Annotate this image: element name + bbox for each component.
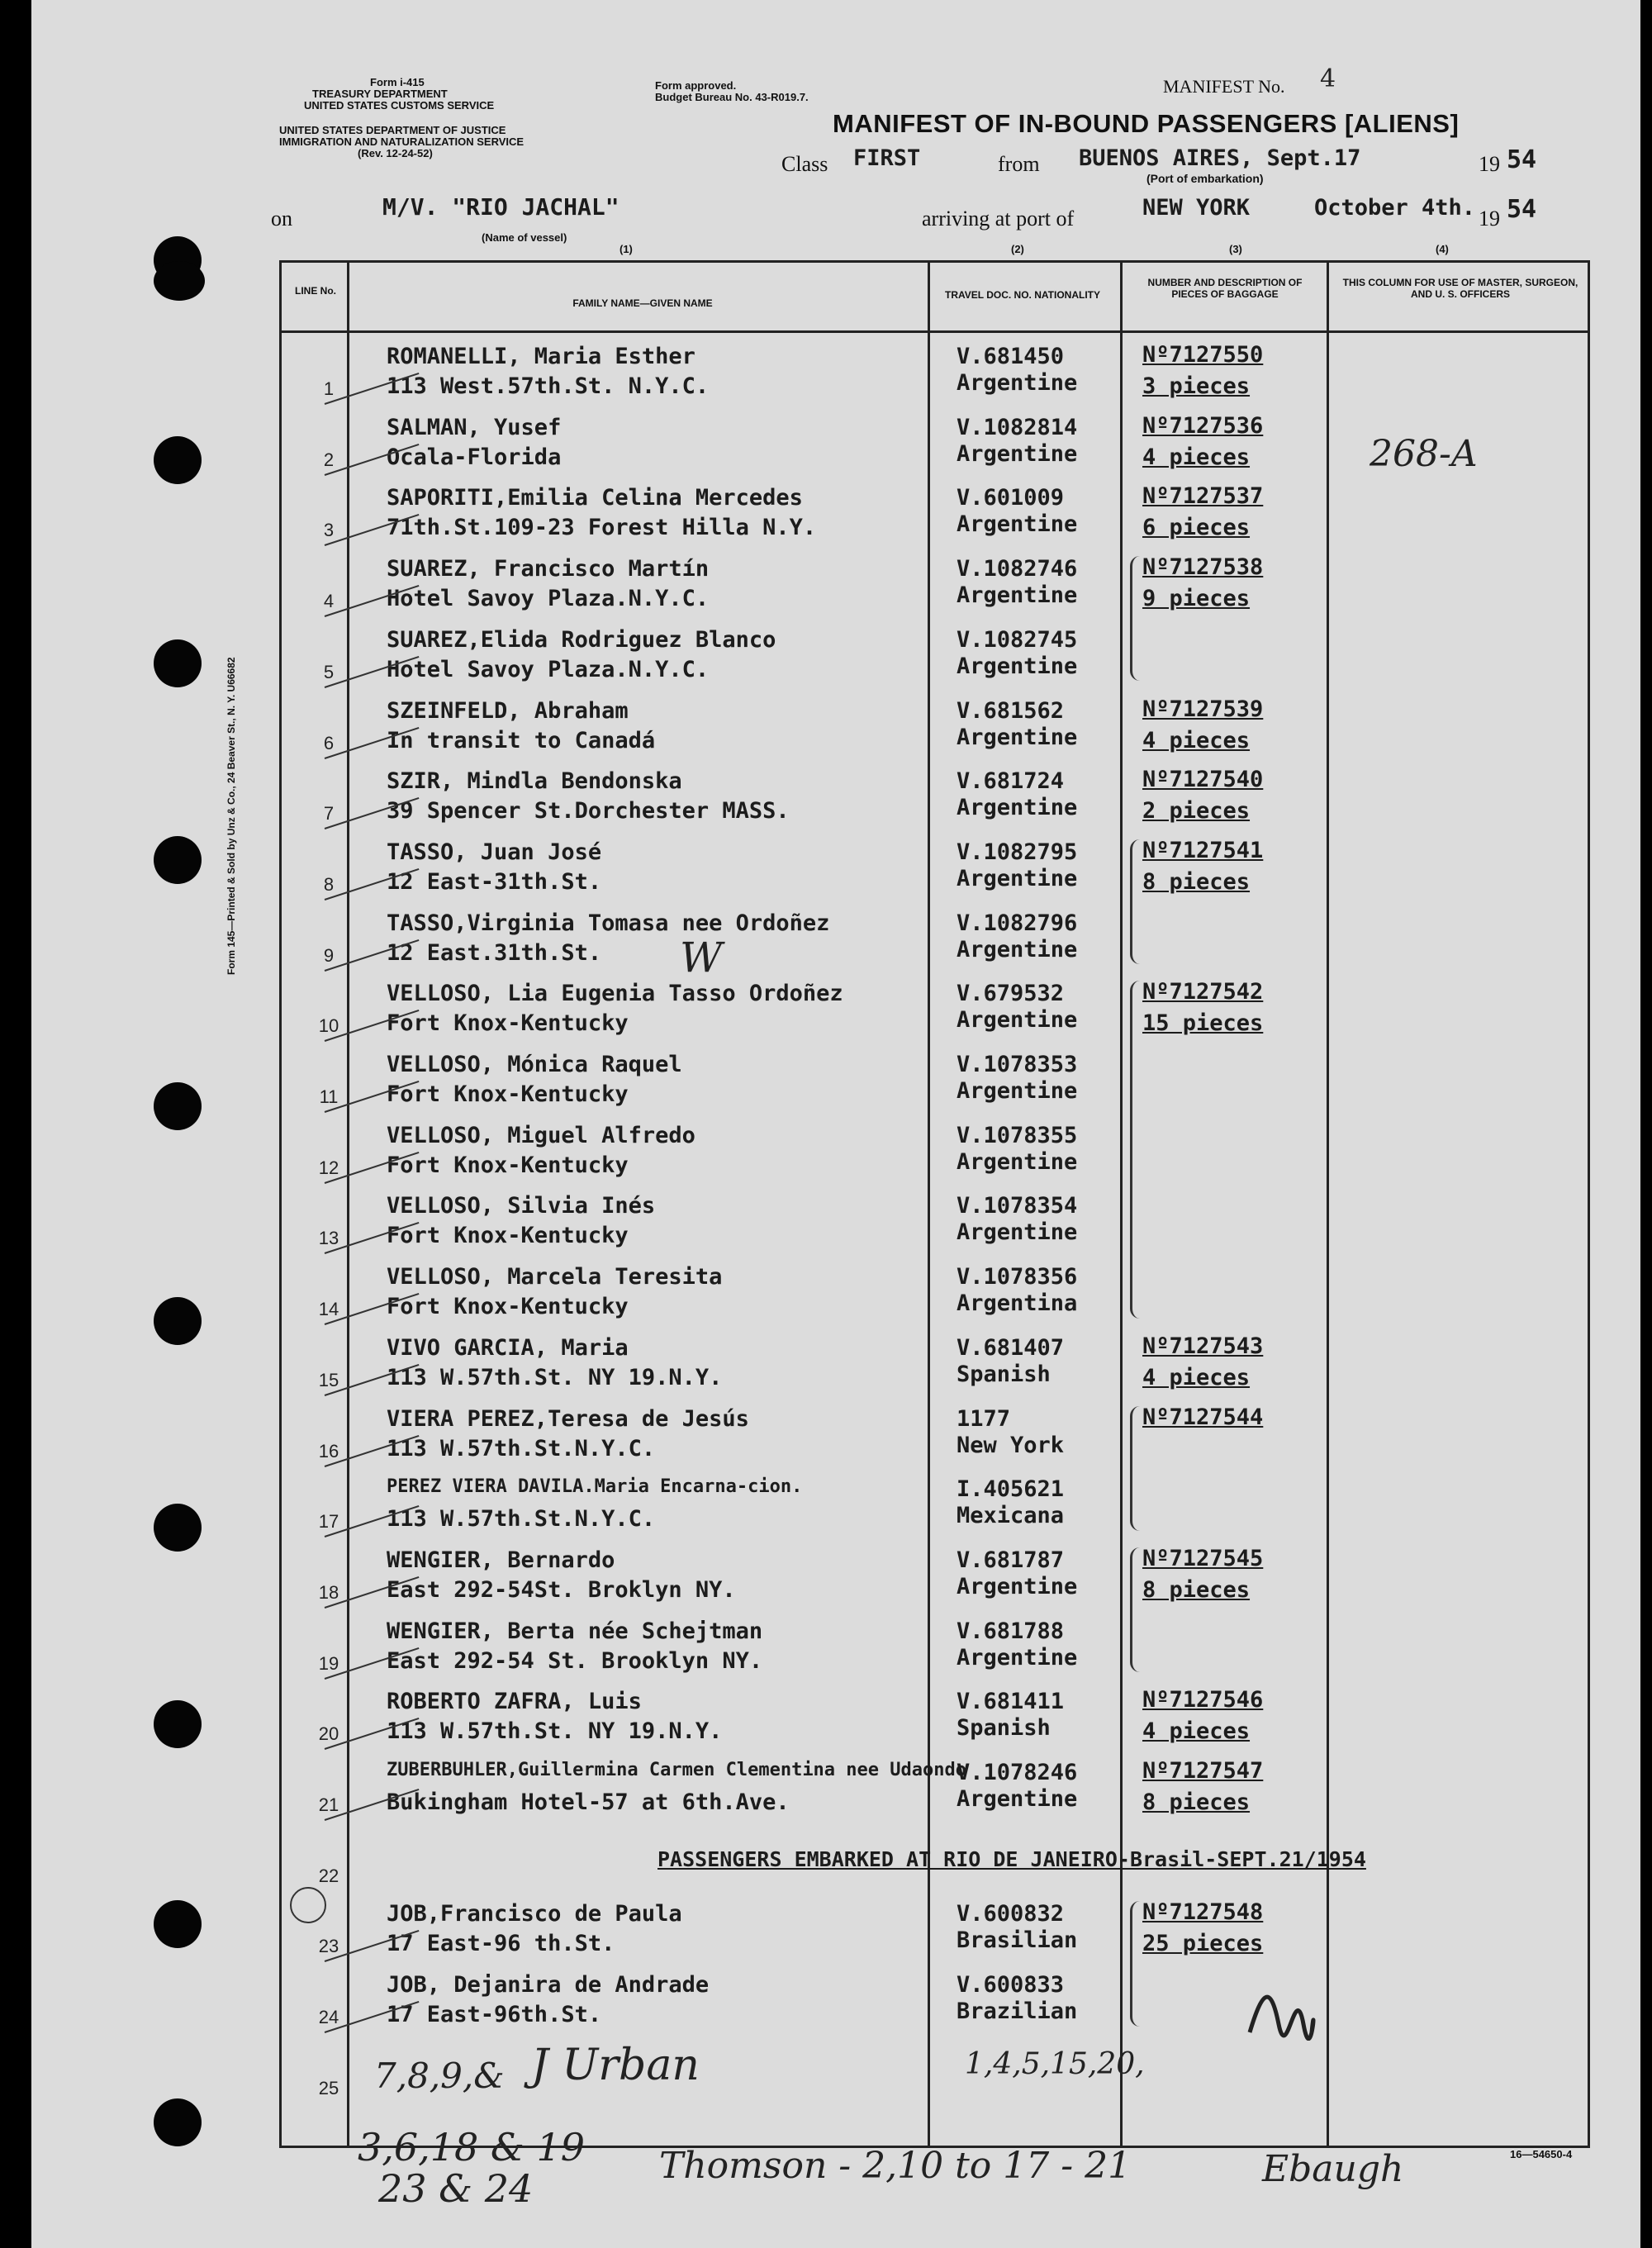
- col-num-2: (2): [1011, 243, 1024, 255]
- line-number: 10: [318, 1015, 339, 1037]
- line-number: 17: [318, 1511, 339, 1533]
- year-prefix-2: 19: [1479, 207, 1500, 231]
- travel-doc-number: V.681411: [957, 1689, 1065, 1715]
- table-row: [31, 1328, 1640, 1399]
- line-number: 19: [318, 1652, 339, 1674]
- passenger-name: WENGIER, Bernardo: [387, 1547, 615, 1573]
- table-row: [31, 1541, 1640, 1611]
- table-row: [31, 1257, 1640, 1328]
- table-row: [31, 1186, 1640, 1257]
- year-prefix-1: 19: [1479, 152, 1500, 176]
- line-number: 6: [323, 732, 335, 753]
- baggage-number: Nº7127545: [1142, 1545, 1264, 1571]
- binder-hole: [154, 261, 205, 301]
- footer-code: 16—54650-4: [1510, 2148, 1573, 2160]
- line-number: 16: [318, 1440, 339, 1461]
- travel-doc-number: V.1082814: [957, 414, 1078, 440]
- baggage-number: Nº7127536: [1142, 412, 1264, 439]
- table-row: [31, 904, 1640, 974]
- table-row: [31, 833, 1640, 903]
- passenger-name: SALMAN, Yusef: [387, 414, 562, 440]
- col-header-line: LINE No.: [295, 285, 336, 297]
- passenger-name: VELLOSO, Silvia Inés: [387, 1193, 656, 1219]
- nationality: Argentine: [957, 724, 1078, 750]
- table-row: [31, 1894, 1640, 1965]
- baggage-pieces: 25 pieces: [1142, 1931, 1264, 1957]
- passenger-address: 71th.St.109-23 Forest Hilla N.Y.: [387, 515, 817, 541]
- table-row: [31, 620, 1640, 691]
- line-number: 5: [323, 661, 335, 682]
- baggage-group-brace: [1130, 1901, 1144, 2026]
- line-number: 1: [323, 378, 335, 399]
- baggage-number: Nº7127539: [1142, 696, 1264, 722]
- justice-dept: UNITED STATES DEPARTMENT OF JUSTICE: [279, 124, 506, 136]
- travel-doc-number: V.1082746: [957, 556, 1078, 582]
- travel-doc-number: V.681407: [957, 1334, 1065, 1361]
- side-print: Form 145—Printed & Sold by Unz & Co., 24 Beaver St., N. Y. U66682: [225, 657, 237, 975]
- baggage-pieces: 4 pieces: [1142, 727, 1251, 753]
- line-number: 13: [318, 1228, 339, 1249]
- passenger-address: East 292-54 St. Brooklyn NY.: [387, 1647, 763, 1674]
- table-row: [31, 1045, 1640, 1115]
- on-label: on: [271, 207, 292, 231]
- nationality: Argentine: [957, 370, 1078, 396]
- travel-doc-number: V.1078355: [957, 1122, 1078, 1148]
- baggage-group-brace: [1130, 1547, 1144, 1672]
- passenger-name: VIVO GARCIA, Maria: [387, 1334, 629, 1361]
- travel-doc-number: V.681788: [957, 1618, 1065, 1644]
- customs-service: UNITED STATES CUSTOMS SERVICE: [304, 99, 495, 112]
- baggage-pieces: 3 pieces: [1142, 373, 1251, 399]
- travel-doc-number: V.1078353: [957, 1052, 1078, 1077]
- vessel-note: (Name of vessel): [482, 231, 567, 244]
- table-row: [31, 762, 1640, 832]
- officer-note: 268-A: [1370, 433, 1478, 475]
- table-row: [31, 1400, 1640, 1470]
- travel-doc-number: V.600832: [957, 1901, 1065, 1927]
- treasury-dept: TREASURY DEPARTMENT: [312, 88, 448, 100]
- passenger-address: Bukingham Hotel-57 at 6th.Ave.: [387, 1789, 790, 1815]
- col-header-doc: TRAVEL DOC. NO. NATIONALITY: [945, 289, 1100, 301]
- nationality: Argentine: [957, 511, 1078, 538]
- travel-doc-number: V.679532: [957, 981, 1065, 1007]
- passenger-address: East 292-54St. Broklyn NY.: [387, 1576, 736, 1603]
- class-label: Class: [781, 152, 828, 176]
- passenger-address: Fort Knox-Kentucky: [387, 1152, 629, 1178]
- line-number: 8: [323, 873, 335, 895]
- baggage-group-brace: [1130, 981, 1144, 1319]
- passenger-name: JOB,Francisco de Paula: [387, 1901, 682, 1927]
- passenger-name: PEREZ VIERA DAVILA.Maria Encarna-cion.: [387, 1476, 803, 1498]
- line-number: 14: [318, 1299, 339, 1320]
- passenger-name: ROMANELLI, Maria Esther: [387, 344, 695, 369]
- baggage-number: Nº7127546: [1142, 1687, 1264, 1713]
- line-number: 25: [318, 2077, 339, 2098]
- footer-handwriting-1: 3,6,18 & 19: [358, 2125, 586, 2170]
- passenger-name: SUAREZ,Elida Rodriguez Blanco: [387, 626, 776, 653]
- revision: (Rev. 12-24-52): [358, 147, 433, 159]
- line-number: 9: [323, 944, 335, 966]
- nationality: Argentine: [957, 1644, 1078, 1671]
- passenger-name: SAPORITI,Emilia Celina Mercedes: [387, 485, 803, 511]
- baggage-pieces: 2 pieces: [1142, 798, 1251, 825]
- passenger-name: TASSO, Juan José: [387, 839, 602, 865]
- nationality: Argentine: [957, 795, 1078, 821]
- vessel-name: M/V. "RIO JACHAL": [382, 193, 620, 221]
- travel-doc-number: V.1082795: [957, 839, 1078, 865]
- passenger-address: Hotel Savoy Plaza.N.Y.C.: [387, 586, 710, 612]
- travel-doc-number: V.1078354: [957, 1193, 1078, 1219]
- baggage-number: Nº7127542: [1142, 979, 1264, 1005]
- table-row: [31, 1470, 1640, 1540]
- passenger-address: 113 W.57th.St. NY 19.N.Y.: [387, 1364, 723, 1390]
- passenger-address: 113 West.57th.St. N.Y.C.: [387, 373, 710, 399]
- footer-handwriting-4: Ebaugh: [1262, 2148, 1404, 2190]
- nationality: Brazilian: [957, 1998, 1078, 2025]
- passenger-address: 17 East-96 th.St.: [387, 1931, 615, 1957]
- line-number: 15: [318, 1369, 339, 1390]
- travel-doc-number: V.681787: [957, 1547, 1065, 1573]
- passenger-address: 113 W.57th.St.N.Y.C.: [387, 1506, 656, 1533]
- baggage-number: Nº7127541: [1142, 837, 1264, 863]
- table-row: [31, 974, 1640, 1044]
- nationality: New York: [957, 1432, 1065, 1458]
- baggage-pieces: 4 pieces: [1142, 444, 1251, 470]
- class-value: FIRST: [853, 145, 921, 171]
- line-22-circle: [290, 1887, 326, 1923]
- passenger-address: 39 Spencer St.Dorchester MASS.: [387, 798, 790, 825]
- table-row: [31, 1965, 1640, 2036]
- from-label: from: [998, 152, 1040, 176]
- line-number: 22: [318, 1865, 339, 1886]
- rio-section-banner: PASSENGERS EMBARKED AT RIO DE JANEIRO-Brasil-SEPT.21/1954: [657, 1847, 1366, 1871]
- passenger-address: Fort Knox-Kentucky: [387, 1081, 629, 1107]
- passenger-address: Ocala-Florida: [387, 444, 562, 470]
- col-num-1: (1): [620, 243, 633, 255]
- passenger-address: In transit to Canadá: [387, 727, 656, 753]
- from-value: BUENOS AIRES, Sept.17: [1079, 145, 1361, 171]
- passenger-address: Fort Knox-Kentucky: [387, 1223, 629, 1249]
- arrival-port: NEW YORK: [1142, 195, 1251, 221]
- passenger-address: Fort Knox-Kentucky: [387, 1294, 629, 1320]
- line-number: 11: [319, 1086, 339, 1107]
- passenger-name: VELLOSO, Mónica Raquel: [387, 1052, 682, 1077]
- col-num-4: (4): [1436, 243, 1449, 255]
- passenger-name: VELLOSO, Lia Eugenia Tasso Ordoñez: [387, 981, 843, 1007]
- nationality: Argentine: [957, 653, 1078, 679]
- line-number: 18: [318, 1581, 339, 1603]
- travel-doc-number: V.1082745: [957, 626, 1078, 653]
- baggage-group-brace: [1130, 839, 1144, 964]
- baggage-pieces: 6 pieces: [1142, 515, 1251, 541]
- passenger-name: JOB, Dejanira de Andrade: [387, 1972, 710, 1998]
- nationality: Spanish: [957, 1715, 1051, 1742]
- passenger-address: 12 East.31th.St.: [387, 939, 602, 966]
- travel-doc-number: V.600833: [957, 1972, 1065, 1998]
- baggage-group-brace: [1130, 1406, 1144, 1531]
- passenger-name: VELLOSO, Miguel Alfredo: [387, 1122, 695, 1148]
- form-approved: Form approved.: [655, 79, 737, 92]
- passenger-name: VIERA PEREZ,Teresa de Jesús: [387, 1405, 749, 1432]
- nationality: Spanish: [957, 1361, 1051, 1387]
- nationality: Argentine: [957, 1007, 1078, 1034]
- header-row-line: [279, 330, 1590, 333]
- travel-doc-number: V.681562: [957, 697, 1065, 724]
- line-number: 2: [323, 449, 335, 470]
- baggage-group-brace: [1130, 556, 1144, 681]
- baggage-pieces: 8 pieces: [1142, 1789, 1251, 1815]
- baggage-number: Nº7127544: [1142, 1404, 1264, 1430]
- form-number: Form i-415: [370, 76, 425, 88]
- line-number: 24: [318, 2007, 339, 2028]
- passenger-address: 12 East-31th.St.: [387, 868, 602, 895]
- line-number: 7: [323, 803, 335, 825]
- nationality: Argentine: [957, 1078, 1078, 1104]
- travel-doc-number: V.1078246: [957, 1760, 1078, 1785]
- footer-handwriting-3: Thomson - 2,10 to 17 - 21: [659, 2145, 1132, 2187]
- travel-doc-number: V.681450: [957, 344, 1065, 369]
- table-row: [31, 692, 1640, 762]
- nationality: Argentine: [957, 582, 1078, 609]
- baggage-number: Nº7127543: [1142, 1333, 1264, 1359]
- manifest-no-label: MANIFEST No.: [1163, 76, 1285, 97]
- travel-doc-number: V.1078356: [957, 1264, 1078, 1290]
- year-2: 54: [1507, 195, 1537, 224]
- passenger-address: Fort Knox-Kentucky: [387, 1010, 629, 1037]
- line-number: 21: [318, 1794, 339, 1815]
- table-row: [31, 2037, 1640, 2107]
- nationality: Argentine: [957, 1219, 1078, 1246]
- table-row: [31, 1682, 1640, 1752]
- nationality: Argentine: [957, 936, 1078, 962]
- manifest-page: [31, 0, 1640, 2248]
- manifest-no-value: 4: [1320, 64, 1336, 93]
- passenger-name: SUAREZ, Francisco Martín: [387, 556, 710, 582]
- travel-doc-number: 1177: [957, 1405, 1011, 1432]
- nationality: Argentine: [957, 1573, 1078, 1599]
- travel-doc-number: V.681724: [957, 768, 1065, 795]
- nationality: Argentina: [957, 1290, 1078, 1317]
- baggage-number: Nº7127540: [1142, 767, 1264, 793]
- passenger-name: SZEINFELD, Abraham: [387, 697, 629, 724]
- passenger-name: VELLOSO, Marcela Teresita: [387, 1264, 723, 1290]
- passenger-address: 113 W.57th.St.N.Y.C.: [387, 1435, 656, 1461]
- ins-service: IMMIGRATION AND NATURALIZATION SERVICE: [279, 135, 525, 148]
- line-number: 12: [318, 1157, 339, 1178]
- baggage-pieces: 8 pieces: [1142, 868, 1251, 895]
- baggage-number: Nº7127538: [1142, 554, 1264, 581]
- baggage-pieces: 9 pieces: [1142, 586, 1251, 612]
- table-row: [31, 478, 1640, 549]
- line-number: 20: [318, 1723, 339, 1745]
- nationality: Mexicana: [957, 1503, 1065, 1529]
- baggage-number: Nº7127550: [1142, 342, 1264, 368]
- w-mark: W: [680, 934, 723, 981]
- port-embarkation-note: (Port of embarkation): [1146, 172, 1264, 185]
- baggage-number: Nº7127547: [1142, 1758, 1264, 1784]
- table-row: [31, 337, 1640, 407]
- baggage-number: Nº7127548: [1142, 1899, 1264, 1926]
- col-header-officers: THIS COLUMN FOR USE OF MASTER, SURGEON, AND U. S. OFFICERS: [1342, 277, 1578, 300]
- passenger-address: 17 East-96th.St.: [387, 2002, 602, 2028]
- col-header-baggage: NUMBER AND DESCRIPTION OF PIECES OF BAGGAGE: [1147, 277, 1303, 300]
- arrival-date: October 4th.: [1314, 195, 1476, 221]
- passenger-name: TASSO,Virginia Tomasa nee Ordoñez: [387, 910, 830, 936]
- table-row: [31, 549, 1640, 620]
- col-num-3: (3): [1229, 243, 1242, 255]
- initials-scribble: [1246, 1975, 1320, 2041]
- baggage-pieces: 8 pieces: [1142, 1576, 1251, 1603]
- arriving-label: arriving at port of: [922, 207, 1075, 231]
- passenger-name: ZUBERBUHLER,Guillermina Carmen Clementina nee Udaondo: [387, 1760, 966, 1780]
- travel-doc-number: I.405621: [957, 1476, 1065, 1503]
- table-row: [31, 1116, 1640, 1186]
- passenger-address: 113 W.57th.St. NY 19.N.Y.: [387, 1718, 723, 1745]
- table-row: [31, 1612, 1640, 1682]
- nationality: Argentine: [957, 440, 1078, 467]
- budget-bureau: Budget Bureau No. 43-R019.7.: [655, 91, 809, 103]
- passenger-name: SZIR, Mindla Bendonska: [387, 768, 682, 795]
- signature-urban: J Urban: [531, 2041, 700, 2090]
- travel-doc-number: V.601009: [957, 485, 1065, 511]
- travel-doc-number: V.1082796: [957, 910, 1078, 936]
- line-number: 3: [323, 520, 335, 541]
- manifest-title: MANIFEST OF IN-BOUND PASSENGERS [ALIENS]: [833, 109, 1460, 138]
- table-row: [31, 1753, 1640, 1823]
- year-1: 54: [1507, 145, 1537, 174]
- line-number: 4: [323, 591, 335, 612]
- passenger-address: Hotel Savoy Plaza.N.Y.C.: [387, 656, 710, 682]
- approval-handwriting-1: 7,8,9,&: [374, 2056, 505, 2096]
- doc-column-note: 1,4,5,15,20,: [965, 2047, 1145, 2081]
- baggage-pieces: 4 pieces: [1142, 1364, 1251, 1390]
- nationality: Argentine: [957, 1148, 1078, 1175]
- nationality: Argentine: [957, 865, 1078, 891]
- baggage-pieces: 4 pieces: [1142, 1718, 1251, 1745]
- passenger-name: ROBERTO ZAFRA, Luis: [387, 1689, 642, 1715]
- baggage-number: Nº7127537: [1142, 483, 1264, 510]
- nationality: Brasilian: [957, 1927, 1078, 1954]
- line-number: 23: [318, 1936, 339, 1957]
- footer-handwriting-2: 23 & 24: [378, 2166, 534, 2211]
- nationality: Argentine: [957, 1786, 1078, 1812]
- baggage-pieces: 15 pieces: [1142, 1010, 1264, 1037]
- col-header-name: FAMILY NAME—GIVEN NAME: [572, 297, 713, 309]
- passenger-name: WENGIER, Berta née Schejtman: [387, 1618, 763, 1644]
